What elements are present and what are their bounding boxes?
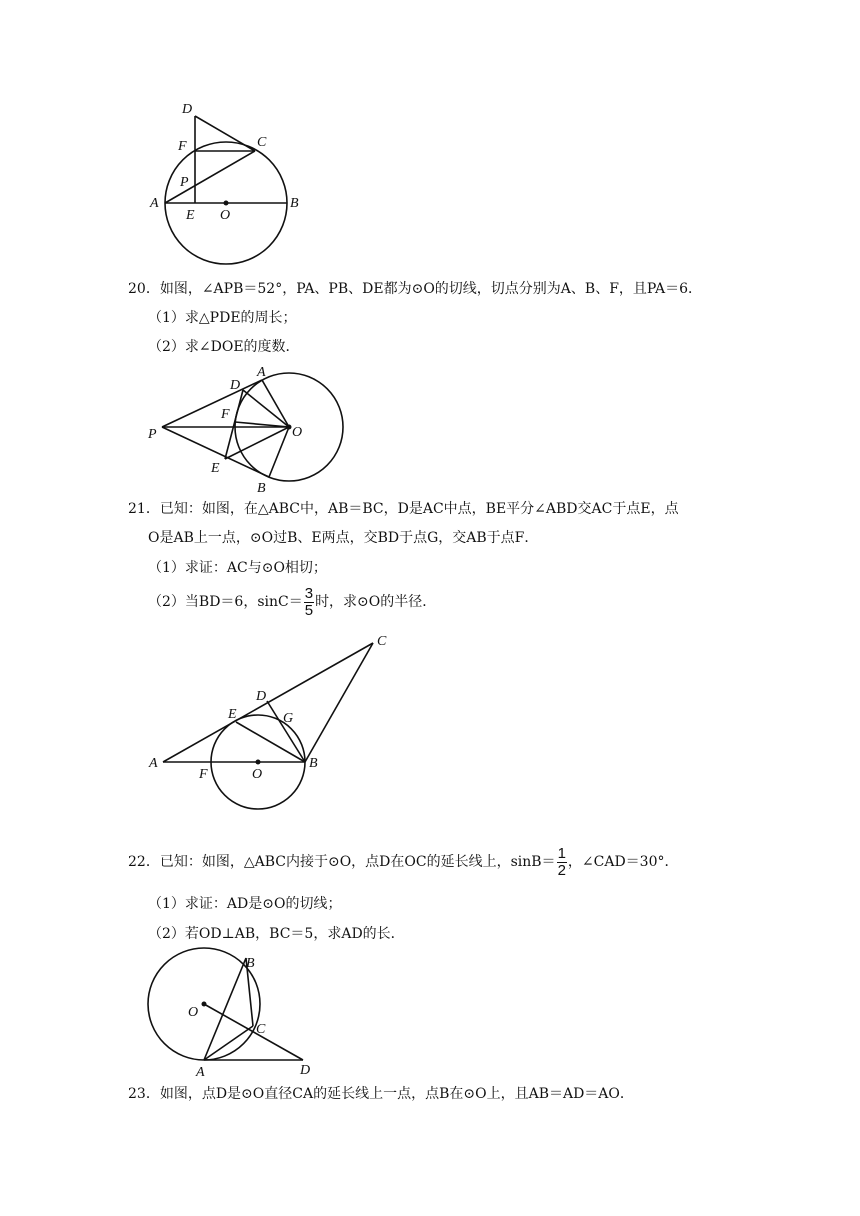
label-b: B bbox=[257, 481, 266, 496]
label-d: D bbox=[300, 1063, 311, 1078]
label-a: A bbox=[150, 196, 159, 211]
label-c: C bbox=[377, 634, 387, 649]
q21-line2: O是AB上一点，⊙O过B、E两点，交BD于点G，交AB于点F． bbox=[148, 530, 539, 546]
label-f: F bbox=[221, 407, 230, 422]
label-o: O bbox=[292, 425, 303, 440]
figure-q20 bbox=[140, 362, 360, 497]
figure-q21 bbox=[140, 628, 400, 838]
label-f: F bbox=[199, 767, 208, 782]
q22-sub2: （2）若OD⊥AB，BC＝5，求AD的长． bbox=[148, 926, 405, 942]
q21-number: 21． bbox=[128, 501, 160, 517]
q20-sub1: （1）求△PDE的周长； bbox=[148, 310, 297, 326]
figure-q22 bbox=[140, 948, 330, 1078]
label-g: G bbox=[283, 711, 294, 726]
q22-text-a: 已知：如图，△ABC内接于⊙O，点D在OC的延长线上，sinB＝ bbox=[159, 854, 556, 870]
label-d: D bbox=[230, 378, 241, 393]
q21-line1 bbox=[128, 499, 679, 519]
label-d: D bbox=[182, 102, 193, 117]
segment-ac bbox=[165, 151, 255, 203]
label-a: A bbox=[196, 1065, 205, 1080]
label-b: B bbox=[246, 956, 255, 971]
q21-sub2 bbox=[148, 584, 436, 620]
label-e: E bbox=[186, 208, 195, 223]
q22-sub1: （1）求证：AD是⊙O的切线； bbox=[148, 896, 342, 912]
q23-number: 23． bbox=[128, 1086, 160, 1102]
center-dot bbox=[256, 760, 261, 765]
q22-number: 22． bbox=[128, 854, 160, 870]
label-p: P bbox=[180, 175, 189, 190]
q20-number: 20． bbox=[128, 281, 160, 297]
fraction-three-fifths bbox=[304, 586, 314, 619]
label-b: B bbox=[290, 196, 299, 211]
center-dot bbox=[287, 425, 292, 430]
segment-od bbox=[204, 1004, 303, 1060]
fraction-one-half bbox=[557, 846, 567, 879]
label-a: A bbox=[257, 365, 266, 380]
q22-line1 bbox=[128, 844, 679, 880]
label-p: P bbox=[148, 427, 157, 442]
q23-text: 如图，点D是⊙O直径CA的延长线上一点，点B在⊙O上，且AB＝AD＝AO． bbox=[159, 1086, 634, 1102]
q21-text-1: 已知：如图，在△ABC中，AB＝BC，D是AC中点，BE平分∠ABD交AC于点E，点 bbox=[159, 501, 679, 517]
label-c: C bbox=[257, 135, 267, 150]
segment-be bbox=[236, 722, 305, 762]
label-c: C bbox=[256, 1022, 266, 1037]
q23-statement bbox=[128, 1084, 634, 1104]
label-a: A bbox=[149, 756, 158, 771]
fraction-denominator: 2 bbox=[557, 861, 566, 879]
q21-sub2-text-b: 时，求⊙O的半径． bbox=[315, 594, 437, 610]
tangent-pa bbox=[162, 380, 262, 427]
q21-sub2-text-a: （2）当BD＝6，sinC＝ bbox=[148, 594, 303, 610]
center-dot bbox=[224, 201, 229, 206]
label-o: O bbox=[252, 767, 263, 782]
segment-ao bbox=[262, 380, 289, 427]
center-dot bbox=[202, 1002, 207, 1007]
fraction-numerator: 3 bbox=[304, 584, 314, 602]
segment-do bbox=[243, 390, 289, 427]
fraction-numerator: 1 bbox=[557, 844, 566, 862]
label-e: E bbox=[211, 461, 220, 476]
figure-q19 bbox=[140, 95, 320, 270]
q20-text: 如图，∠APB＝52°，PA、PB、DE都为⊙O的切线，切点分别为A、B、F，且PA＝6． bbox=[159, 281, 703, 297]
segment-bc bbox=[305, 643, 373, 762]
label-o: O bbox=[220, 208, 231, 223]
label-e: E bbox=[228, 707, 237, 722]
label-d: D bbox=[256, 689, 267, 704]
q20-statement bbox=[128, 279, 702, 299]
q22-text-b: ，∠CAD＝30°． bbox=[567, 854, 679, 870]
label-o: O bbox=[188, 1005, 199, 1020]
label-b: B bbox=[309, 756, 318, 771]
segment-bo bbox=[269, 427, 289, 477]
q20-sub2: （2）求∠DOE的度数． bbox=[148, 339, 300, 355]
label-f: F bbox=[178, 139, 187, 154]
q21-sub1: （1）求证：AC与⊙O相切； bbox=[148, 560, 327, 576]
fraction-denominator: 5 bbox=[304, 601, 314, 619]
